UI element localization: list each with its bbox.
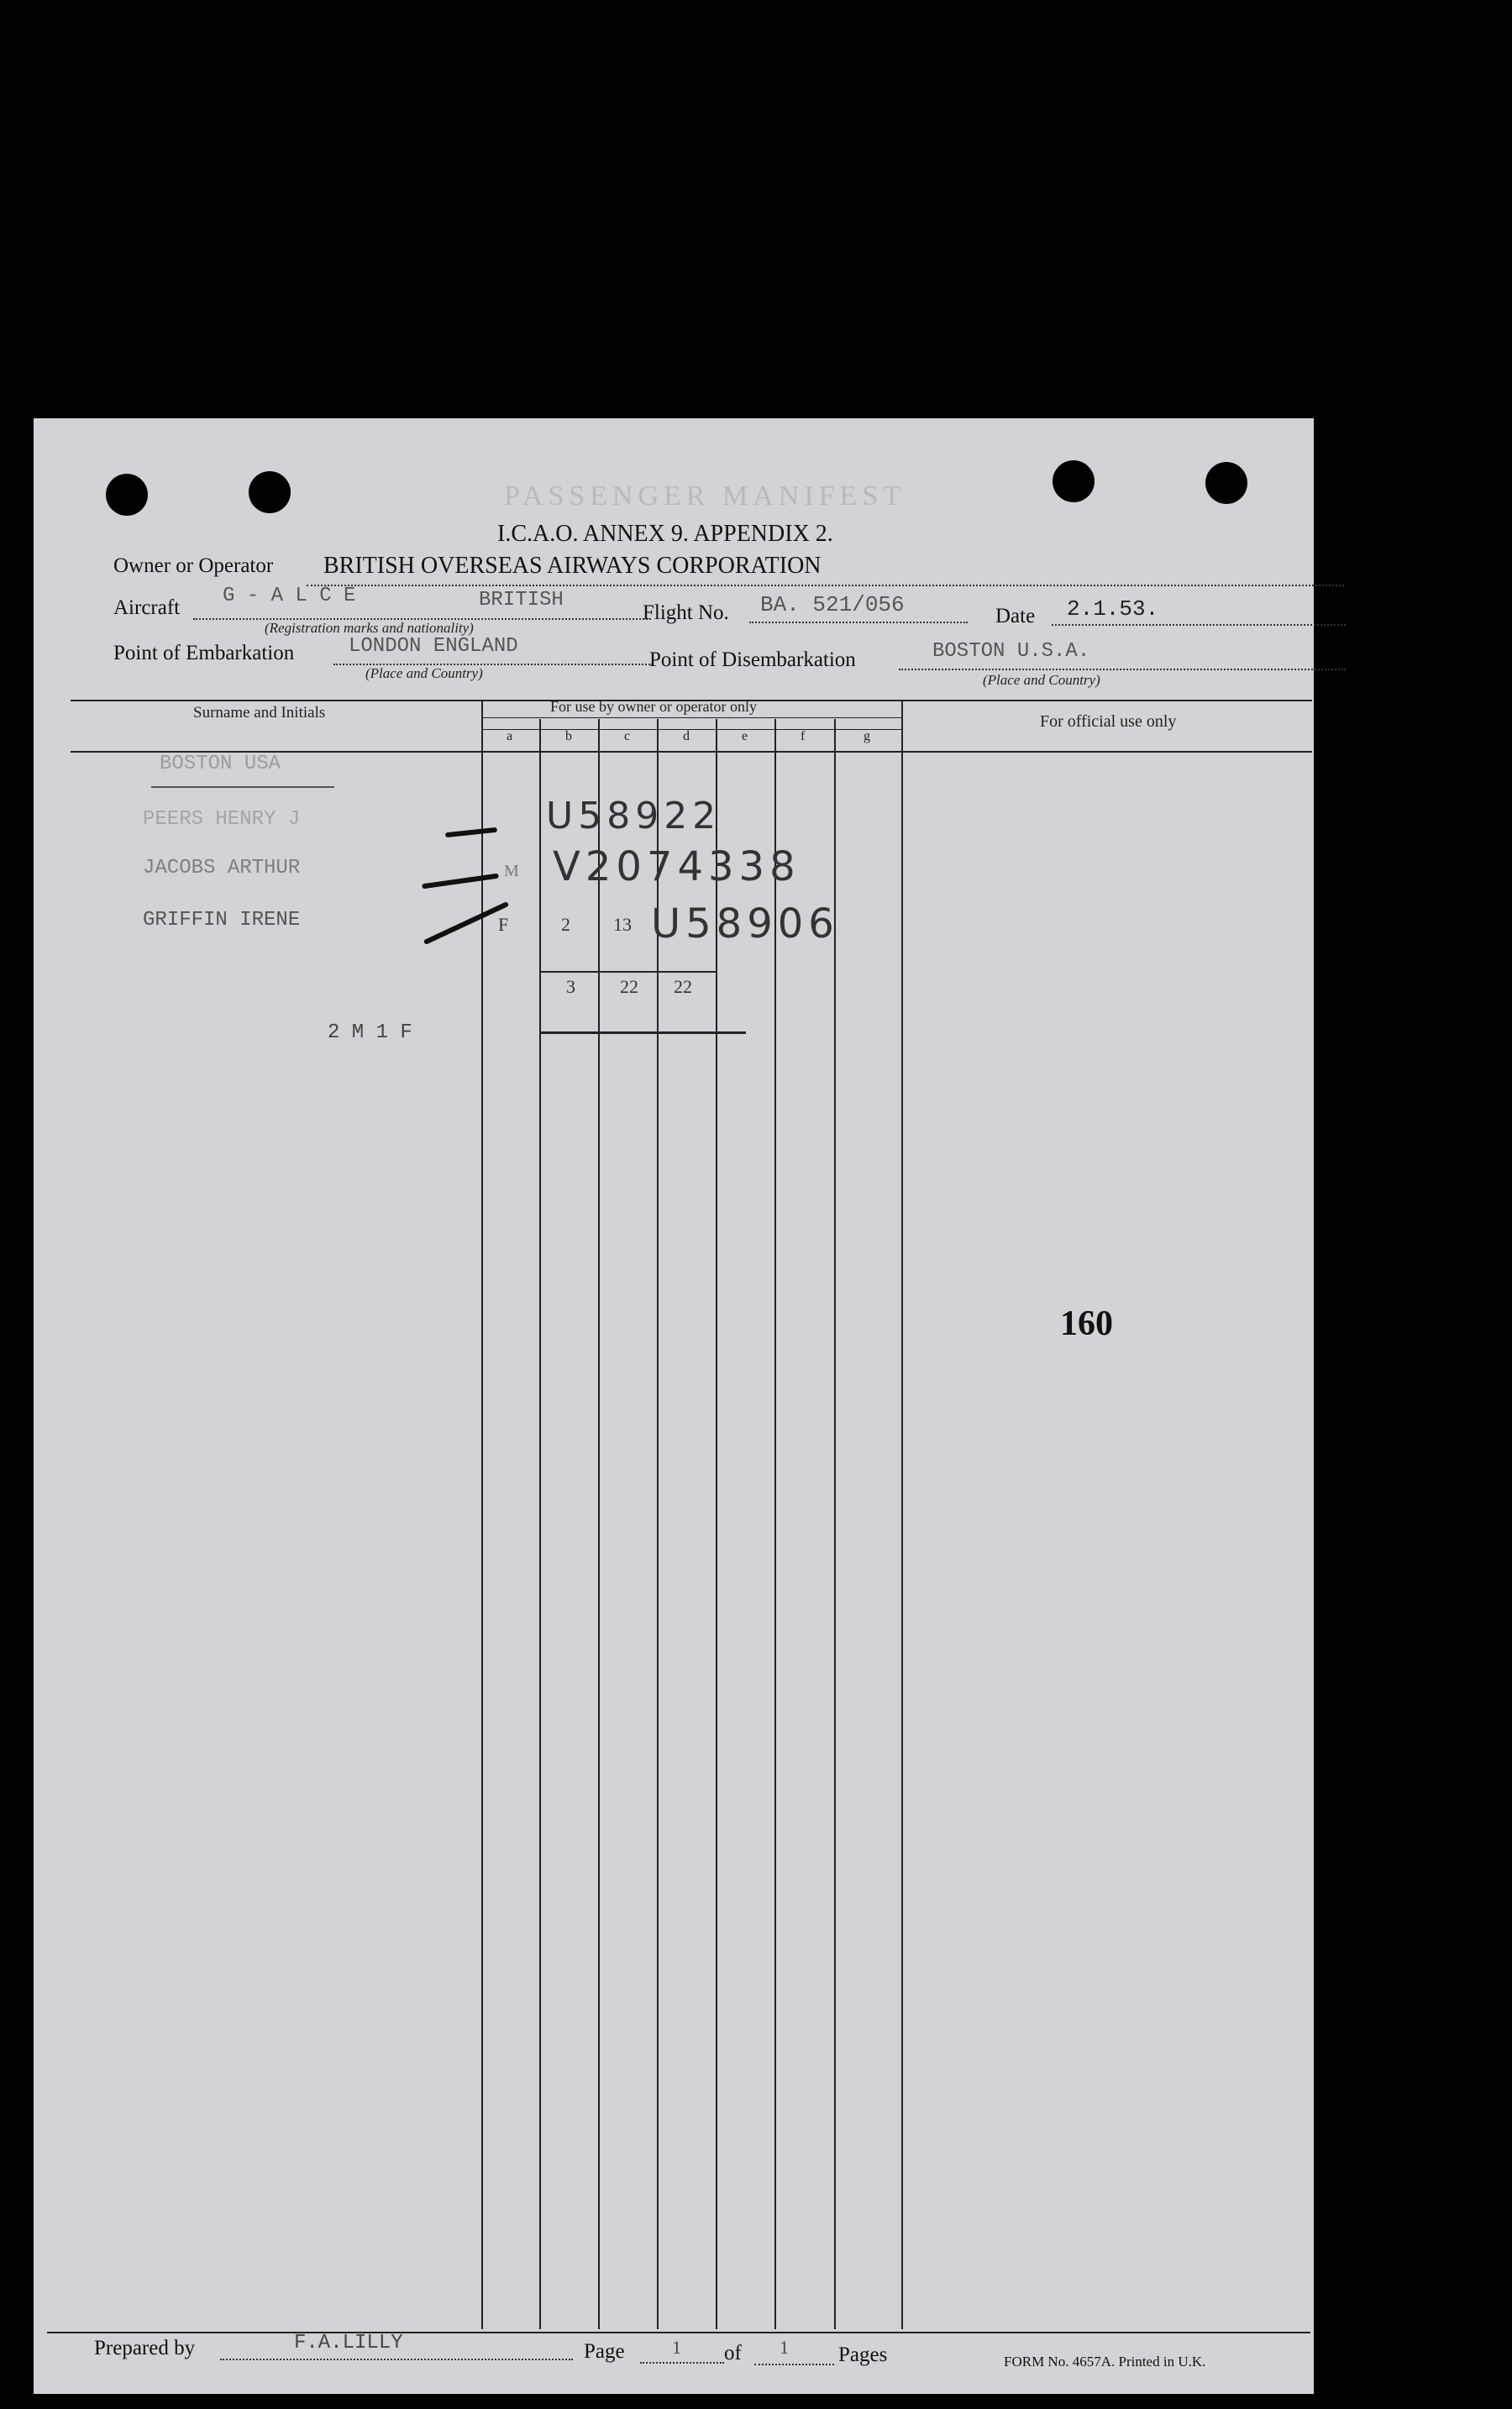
aircraft-label: Aircraft <box>113 596 181 619</box>
handwritten-number-3: U58906 <box>651 900 839 947</box>
punch-hole-left-2 <box>249 471 291 513</box>
passenger-3-col-b: 2 <box>561 914 570 935</box>
passenger-name-3: GRIFFIN IRENE <box>143 909 301 932</box>
official-reference-number: 160 <box>1060 1304 1113 1343</box>
passenger-name-1: PEERS HENRY J <box>143 808 301 831</box>
of-label: of <box>724 2342 742 2364</box>
date-label: Date <box>995 605 1036 627</box>
pages-label: Pages <box>838 2343 888 2366</box>
total-col-b: 3 <box>566 976 575 997</box>
destination-heading: BOSTON USA <box>160 753 281 775</box>
column-b-header: b <box>565 729 572 743</box>
total-col-d: 22 <box>674 976 692 997</box>
owner-use-header: For use by owner or operator only <box>550 698 757 715</box>
passenger-3-col-a: F <box>498 914 509 935</box>
official-use-header: For official use only <box>1040 712 1177 731</box>
passenger-name-2: JACOBS ARTHUR <box>143 857 301 879</box>
page-number: 1 <box>672 2337 681 2358</box>
surname-column-header: Surname and Initials <box>193 704 326 722</box>
total-pages: 1 <box>780 2337 789 2358</box>
owner-value: BRITISH OVERSEAS AIRWAYS CORPORATION <box>323 553 822 579</box>
aircraft-caption: (Registration marks and nationality) <box>265 620 474 636</box>
date-value: 2.1.53. <box>1067 596 1159 622</box>
flight-number-value: BA. 521/056 <box>760 592 905 617</box>
passenger-summary: 2 M 1 F <box>328 1021 412 1044</box>
embarkation-value: LONDON ENGLAND <box>349 635 518 658</box>
passenger-3-col-c: 13 <box>613 914 632 935</box>
faded-form-title: PASSENGER MANIFEST <box>504 480 906 512</box>
flight-number-label: Flight No. <box>643 601 729 624</box>
column-c-header: c <box>624 729 631 743</box>
punch-hole-right-2 <box>1205 462 1247 504</box>
column-a-header: a <box>507 729 513 743</box>
punch-hole-right-1 <box>1053 460 1095 502</box>
embarkation-caption: (Place and Country) <box>365 665 483 681</box>
column-d-header: d <box>683 729 690 743</box>
aircraft-registration: G - A L C E <box>223 585 356 607</box>
page-label: Page <box>584 2340 625 2363</box>
embarkation-label: Point of Embarkation <box>113 642 295 664</box>
handwritten-number-2: V2074338 <box>553 843 801 890</box>
form-subtitle: I.C.A.O. ANNEX 9. APPENDIX 2. <box>497 521 833 547</box>
disembarkation-value: BOSTON U.S.A. <box>932 640 1090 663</box>
manifest-sheet <box>34 418 1314 2394</box>
passenger-2-col-a: M <box>504 862 519 880</box>
disembarkation-label: Point of Disembarkation <box>649 648 856 671</box>
disembarkation-caption: (Place and Country) <box>983 672 1100 688</box>
punch-hole-left-1 <box>106 474 148 516</box>
form-number: FORM No. 4657A. Printed in U.K. <box>1004 2354 1206 2370</box>
prepared-by-value: F.A.LILLY <box>294 2332 403 2354</box>
handwritten-number-1: U58922 <box>546 795 722 837</box>
owner-label: Owner or Operator <box>113 554 274 577</box>
prepared-by-label: Prepared by <box>94 2337 196 2359</box>
column-g-header: g <box>864 729 870 743</box>
total-col-c: 22 <box>620 976 638 997</box>
column-e-header: e <box>742 729 748 743</box>
aircraft-nationality: BRITISH <box>479 589 564 611</box>
column-f-header: f <box>801 729 806 743</box>
